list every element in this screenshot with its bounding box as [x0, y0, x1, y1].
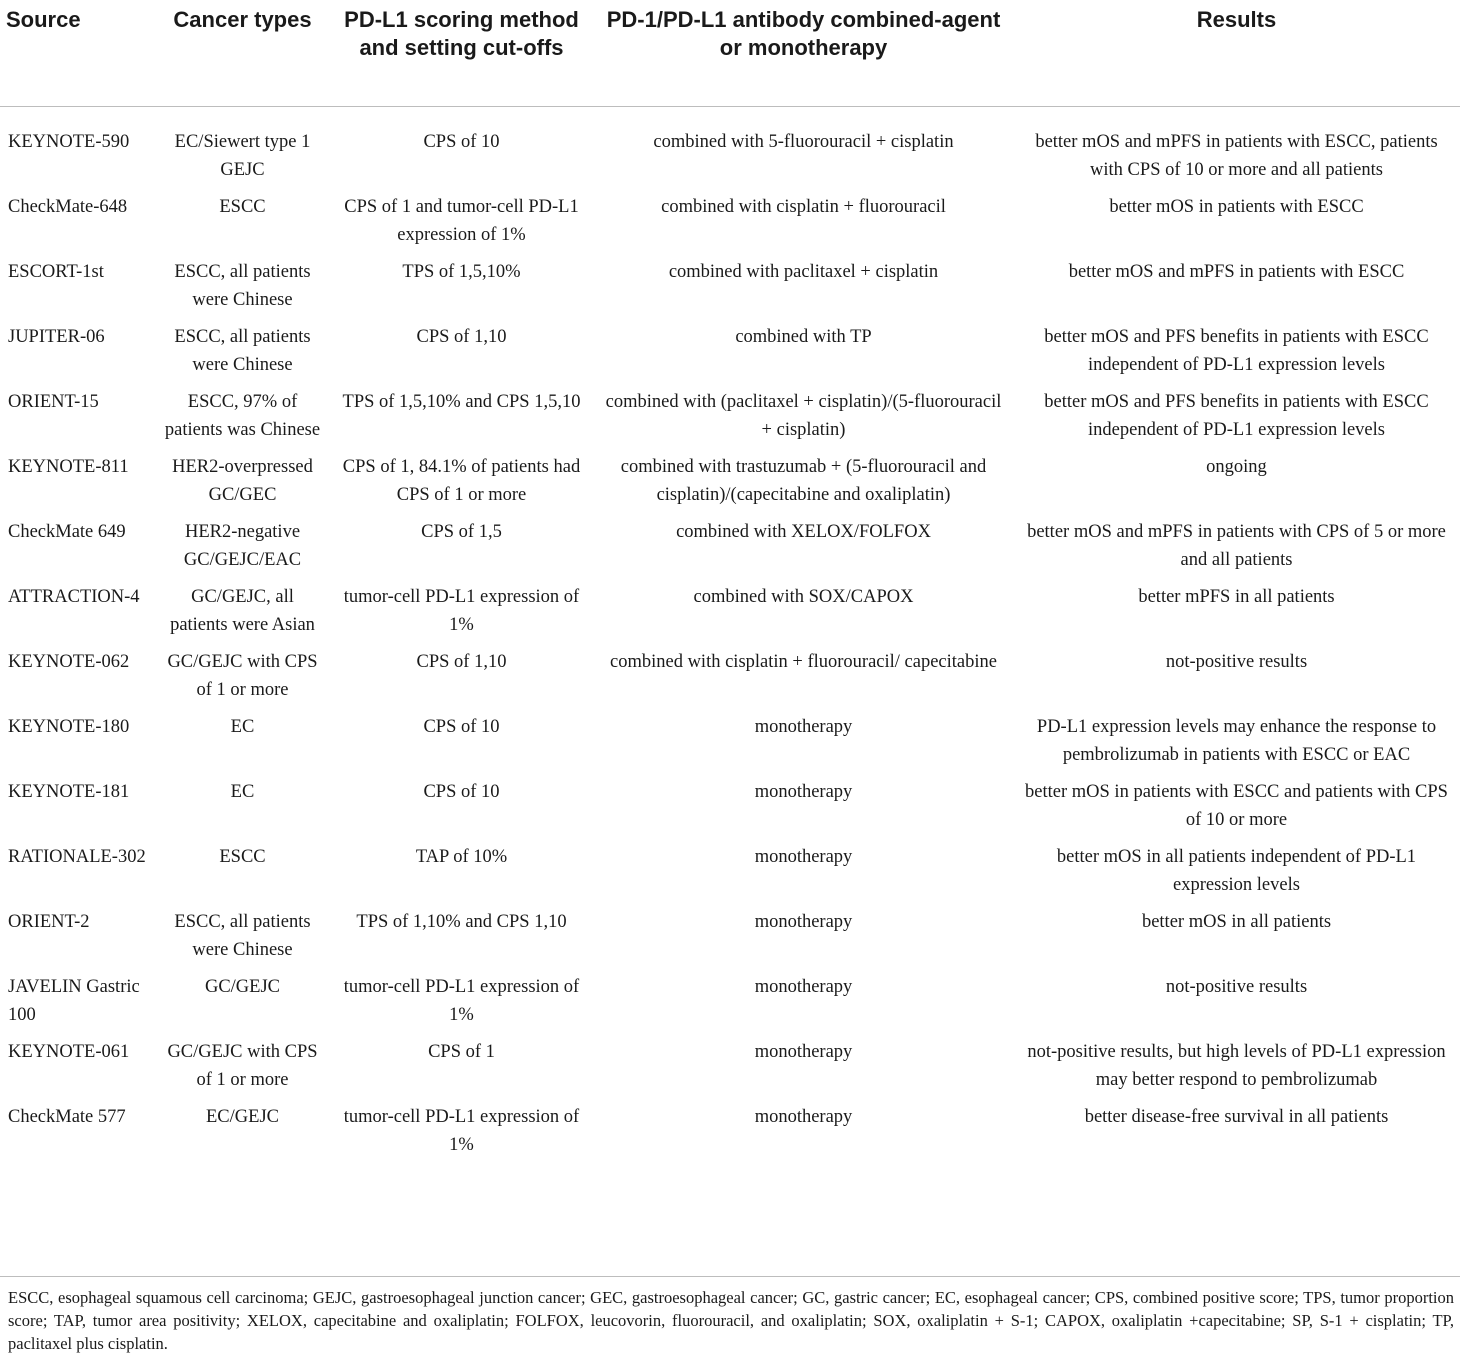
- cell-source: CheckMate-648: [8, 196, 128, 217]
- cell-cancer: ESCC, all patients were Chinese: [174, 326, 311, 375]
- table-body: [0, 106, 1460, 1168]
- table-header: [0, 0, 1460, 106]
- cell-method: CPS of 1,10: [416, 326, 507, 347]
- cell-source: KEYNOTE-180: [8, 716, 130, 737]
- table-row: [0, 908, 1460, 973]
- cell-result: better mOS and PFS benefits in patients with ESCC independent of PD-L1 expression levels: [1044, 391, 1429, 440]
- cell-cancer: ESCC, all patients were Chinese: [174, 911, 311, 960]
- cell-cancer: GC/GEJC with CPS of 1 or more: [167, 1041, 318, 1090]
- cell-therapy: combined with SOX/CAPOX: [693, 586, 914, 607]
- cell-therapy: combined with cisplatin + fluorouracil: [661, 196, 946, 217]
- cell-method: CPS of 1,5: [421, 521, 502, 542]
- cell-source: ATTRACTION-4: [8, 586, 140, 607]
- cell-result: better mOS and mPFS in patients with ESCC, patients with CPS of 10 or more and all patients: [1035, 131, 1438, 180]
- table-row: [0, 843, 1460, 908]
- cell-cancer: GC/GEJC: [204, 976, 281, 997]
- cell-cancer: GC/GEJC, all patients were Asian: [170, 586, 315, 635]
- cell-therapy: monotherapy: [754, 781, 853, 802]
- cell-method: tumor-cell PD-L1 expression of 1%: [343, 976, 580, 1025]
- cell-result: not-positive results, but high levels of PD-L1 expression may better respond to pembrolizumab: [1027, 1041, 1446, 1090]
- cell-cancer: ESCC: [219, 196, 266, 217]
- header-cancer-types: Cancer types: [156, 0, 329, 106]
- cell-source: ORIENT-2: [8, 911, 90, 932]
- cell-cancer: HER2-negative GC/GEJC/EAC: [183, 521, 302, 570]
- cell-source: KEYNOTE-181: [8, 781, 130, 802]
- table-row: [0, 323, 1460, 388]
- cell-result: better disease-free survival in all patients: [1084, 1106, 1389, 1127]
- cell-therapy: combined with cisplatin + fluorouracil/ capecitabine: [610, 651, 997, 672]
- table-row: [0, 106, 1460, 193]
- cell-method: TPS of 1,5,10%: [402, 261, 521, 282]
- cell-result: better mPFS in all patients: [1138, 586, 1335, 607]
- cell-source: KEYNOTE-062: [8, 651, 130, 672]
- table-row: [0, 518, 1460, 583]
- cell-therapy: monotherapy: [754, 846, 853, 867]
- cell-source: RATIONALE-302: [8, 846, 146, 867]
- cell-cancer: EC: [230, 781, 255, 802]
- cell-result: not-positive results: [1165, 976, 1308, 997]
- header-results: Results: [1013, 0, 1460, 106]
- cell-result: not-positive results: [1165, 651, 1308, 672]
- table-row: [0, 453, 1460, 518]
- cell-result: ongoing: [1206, 456, 1267, 477]
- header-row: [0, 0, 1460, 106]
- cell-source: ORIENT-15: [8, 391, 99, 412]
- cell-source: ESCORT-1st: [8, 261, 104, 282]
- table-row: [0, 193, 1460, 258]
- header-pdl1-method: PD-L1 scoring method and setting cut-offs: [329, 0, 594, 106]
- table-row: [0, 713, 1460, 778]
- cell-source: KEYNOTE-811: [8, 456, 129, 477]
- table-row: [0, 778, 1460, 843]
- cell-therapy: monotherapy: [754, 1106, 853, 1127]
- cell-result: better mOS in patients with ESCC and patients with CPS of 10 or more: [1025, 781, 1448, 830]
- cell-source: JAVELIN Gastric 100: [8, 976, 140, 1025]
- cell-therapy: combined with trastuzumab + (5-fluorouracil and cisplatin)/(capecitabine and oxaliplatin): [620, 456, 987, 505]
- cell-method: TPS of 1,5,10% and CPS 1,5,10: [342, 391, 581, 412]
- cell-therapy: combined with 5-fluorouracil + cisplatin: [653, 131, 954, 152]
- cell-therapy: monotherapy: [754, 716, 853, 737]
- cell-source: KEYNOTE-590: [8, 131, 130, 152]
- cell-method: CPS of 10: [423, 781, 500, 802]
- cell-method: tumor-cell PD-L1 expression of 1%: [343, 1106, 580, 1155]
- cell-source: KEYNOTE-061: [8, 1041, 130, 1062]
- cell-therapy: monotherapy: [754, 976, 853, 997]
- cell-result: PD-L1 expression levels may enhance the response to pembrolizumab in patients with ESCC or EAC: [1036, 716, 1437, 765]
- table-row: [0, 388, 1460, 453]
- header-source: Source: [0, 0, 156, 106]
- cell-method: CPS of 10: [423, 716, 500, 737]
- cell-method: CPS of 1 and tumor-cell PD-L1 expression of 1%: [344, 196, 579, 245]
- table-row: [0, 648, 1460, 713]
- header-combination: PD-1/PD-L1 antibody combined-agent or monotherapy: [594, 0, 1013, 106]
- cell-result: better mOS in all patients independent of PD-L1 expression levels: [1056, 846, 1417, 895]
- cell-cancer: EC/Siewert type 1 GEJC: [174, 131, 311, 180]
- cell-result: better mOS in all patients: [1141, 911, 1332, 932]
- cell-therapy: combined with XELOX/FOLFOX: [676, 521, 931, 542]
- cell-therapy: monotherapy: [754, 911, 853, 932]
- cell-result: better mOS in patients with ESCC: [1109, 196, 1364, 217]
- cell-cancer: EC: [230, 716, 255, 737]
- table-row: [0, 258, 1460, 323]
- cell-method: tumor-cell PD-L1 expression of 1%: [343, 586, 580, 635]
- cell-therapy: combined with TP: [735, 326, 872, 347]
- cell-result: better mOS and PFS benefits in patients with ESCC independent of PD-L1 expression levels: [1044, 326, 1429, 375]
- cell-method: TPS of 1,10% and CPS 1,10: [356, 911, 567, 932]
- table-row: [0, 973, 1460, 1038]
- cell-method: CPS of 1, 84.1% of patients had CPS of 1 or more: [342, 456, 581, 505]
- footnote-divider: [0, 1276, 1460, 1277]
- cell-therapy: combined with paclitaxel + cisplatin: [668, 261, 939, 282]
- cell-source: CheckMate 577: [8, 1106, 126, 1127]
- cell-therapy: monotherapy: [754, 1041, 853, 1062]
- cell-cancer: HER2-overpressed GC/GEC: [172, 456, 313, 505]
- cell-method: CPS of 1,10: [416, 651, 507, 672]
- cell-cancer: ESCC: [219, 846, 266, 867]
- cell-cancer: ESCC, all patients were Chinese: [174, 261, 311, 310]
- table-row: [0, 583, 1460, 648]
- table-footnote: ESCC, esophageal squamous cell carcinoma; GEJC, gastroesophageal junction cancer; GEC, gastroesophageal cancer; GC, gastric cancer; EC, esophageal cancer; CPS, combined positive score; TPS, tumor proportion score; TAP, tumor area positivity; XELOX, capecitabine and oxaliplatin; FOLFOX, leucovorin, fluorouracil, and oxaliplatin; SOX, oxaliplatin + S-1; CAPOX, oxaliplatin +capecitabine; SP, S-1 + cisplatin; TP, paclitaxel plus cisplatin.: [8, 1288, 1454, 1353]
- table-row: [0, 1103, 1460, 1168]
- cell-method: CPS of 1: [428, 1041, 495, 1062]
- cell-cancer: GC/GEJC with CPS of 1 or more: [167, 651, 318, 700]
- cell-method: CPS of 10: [423, 131, 500, 152]
- table-row: [0, 1038, 1460, 1103]
- cell-source: CheckMate 649: [8, 521, 126, 542]
- cell-cancer: ESCC, 97% of patients was Chinese: [164, 391, 321, 440]
- cell-method: TAP of 10%: [415, 846, 508, 867]
- cell-therapy: combined with (paclitaxel + cisplatin)/(5-fluorouracil + cisplatin): [605, 391, 1002, 440]
- cell-source: JUPITER-06: [8, 326, 105, 347]
- cell-result: better mOS and mPFS in patients with CPS of 5 or more and all patients: [1027, 521, 1446, 570]
- cell-result: better mOS and mPFS in patients with ESCC: [1068, 261, 1405, 282]
- cell-cancer: EC/GEJC: [206, 1106, 279, 1127]
